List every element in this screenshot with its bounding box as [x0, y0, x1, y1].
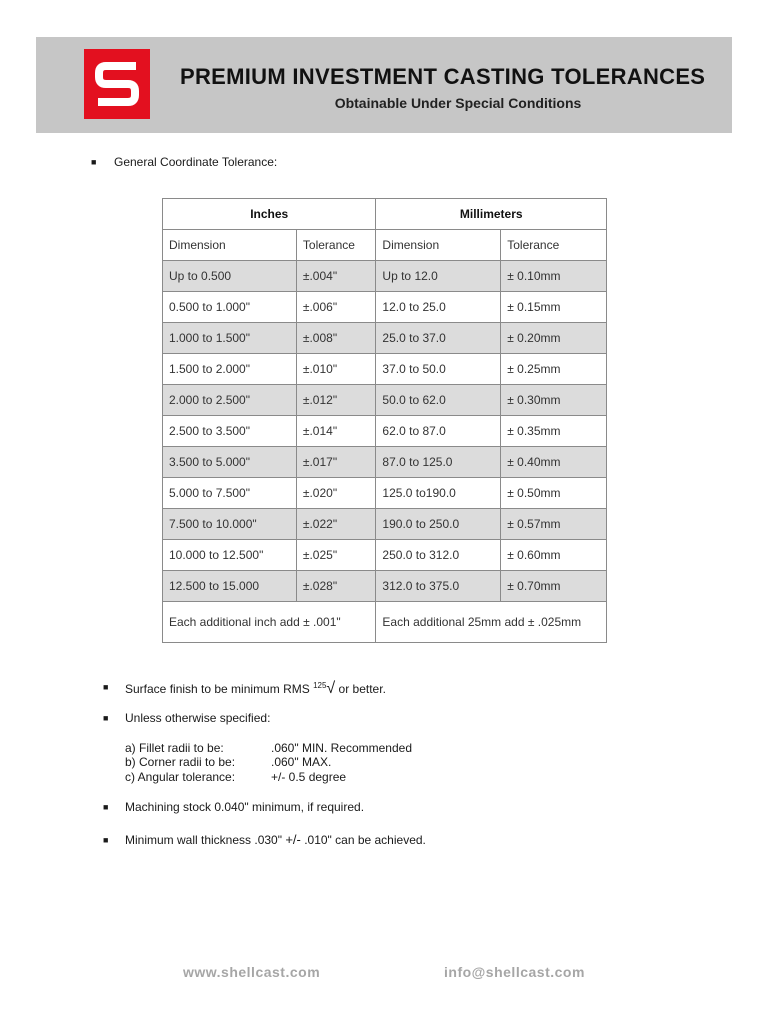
table-cell: ± 0.57mm — [501, 509, 607, 540]
spec-item-angular — [125, 770, 346, 784]
spec-label: a) Fillet radii to be: — [125, 741, 224, 755]
table-cell: 2.500 to 3.500" — [163, 416, 297, 447]
table-cell: ± 0.70mm — [501, 571, 607, 602]
table-cell: 7.500 to 10.000" — [163, 509, 297, 540]
machining-stock-text: Machining stock 0.040" minimum, if required. — [125, 800, 365, 814]
table-row — [163, 571, 607, 602]
spec-value: +/- 0.5 degree — [271, 770, 347, 784]
bullet-marker: ■ — [103, 802, 109, 812]
table-cell: ± 0.15mm — [501, 292, 607, 323]
email-link[interactable]: info@shellcast.com — [444, 964, 585, 980]
bullet-marker: ■ — [103, 713, 109, 723]
table-cell: 50.0 to 62.0 — [376, 385, 501, 416]
footer-mm-note: Each additional 25mm add ± .025mm — [376, 602, 607, 643]
table-cell: ±.012" — [296, 385, 376, 416]
table-row — [163, 323, 607, 354]
table-cell: 25.0 to 37.0 — [376, 323, 501, 354]
table-cell: ±.020" — [296, 478, 376, 509]
table-cell: 2.000 to 2.500" — [163, 385, 297, 416]
table-row — [163, 261, 607, 292]
table-cell: 87.0 to 125.0 — [376, 447, 501, 478]
table-cell: 12.0 to 25.0 — [376, 292, 501, 323]
bullet-marker: ■ — [103, 835, 109, 845]
table-row — [163, 540, 607, 571]
table-cell: 0.500 to 1.000" — [163, 292, 297, 323]
table-row — [163, 478, 607, 509]
wall-thickness-text — [125, 832, 426, 847]
table-row — [163, 416, 607, 447]
column-header: Dimension — [163, 230, 297, 261]
table-row — [163, 385, 607, 416]
table-cell: ±.004" — [296, 261, 376, 292]
bullet-marker: ■ — [91, 157, 97, 167]
table-cell: ±.028" — [296, 571, 376, 602]
table-cell: 1.500 to 2.000" — [163, 354, 297, 385]
website-link[interactable]: www.shellcast.com — [183, 964, 321, 980]
table-row — [163, 292, 607, 323]
spec-label: b) Corner radii to be: — [125, 755, 236, 769]
table-cell: Up to 0.500 — [163, 261, 297, 292]
table-footer-row — [163, 602, 607, 643]
rms-value: 125 — [313, 681, 327, 690]
table-cell: 1.000 to 1.500" — [163, 323, 297, 354]
table-cell: 62.0 to 87.0 — [376, 416, 501, 447]
table-cell: 5.000 to 7.500" — [163, 478, 297, 509]
table-group-header — [163, 199, 607, 230]
plus-minus: +/- — [285, 832, 301, 847]
table-cell: ± 0.10mm — [501, 261, 607, 292]
table-cell: ±.010" — [296, 354, 376, 385]
unless-specified-text: Unless otherwise specified: — [125, 711, 271, 725]
surface-finish-prefix: Surface finish to be minimum RMS — [125, 682, 314, 696]
table-cell: ±.006" — [296, 292, 376, 323]
header-banner — [36, 37, 732, 133]
table-cell: 12.500 to 15.000 — [163, 571, 297, 602]
column-header: Tolerance — [296, 230, 376, 261]
wall-thickness-prefix: Minimum wall thickness .030" — [125, 833, 286, 847]
sqrt-symbol: √ — [326, 680, 336, 697]
table-cell: ±.025" — [296, 540, 376, 571]
table-cell: ± 0.35mm — [501, 416, 607, 447]
spec-value: .060" MIN. Recommended — [271, 741, 412, 755]
footer-inches-note: Each additional inch add ± .001" — [163, 602, 376, 643]
table-cell: ± 0.40mm — [501, 447, 607, 478]
table-column-header — [163, 230, 607, 261]
table-cell: 37.0 to 50.0 — [376, 354, 501, 385]
wall-thickness-suffix: .010" can be achieved. — [300, 833, 426, 847]
table-cell: Up to 12.0 — [376, 261, 501, 292]
spec-item-corner — [125, 755, 331, 769]
table-cell: ± 0.60mm — [501, 540, 607, 571]
table-cell: 312.0 to 375.0 — [376, 571, 501, 602]
table-cell: ± 0.20mm — [501, 323, 607, 354]
spec-item-fillet — [125, 741, 412, 755]
spec-label: c) Angular tolerance: — [125, 770, 236, 784]
table-cell: 10.000 to 12.500" — [163, 540, 297, 571]
table-cell: 190.0 to 250.0 — [376, 509, 501, 540]
page-title: PREMIUM INVESTMENT CASTING TOLERANCES — [180, 64, 706, 89]
page-subtitle: Obtainable Under Special Conditions — [334, 95, 582, 111]
table-cell: ± 0.30mm — [501, 385, 607, 416]
table-cell: ±.008" — [296, 323, 376, 354]
spec-value: .060" MAX. — [271, 755, 332, 769]
table-row — [163, 509, 607, 540]
table-cell: ± 0.50mm — [501, 478, 607, 509]
table-cell: ± 0.25mm — [501, 354, 607, 385]
tolerance-table — [162, 198, 607, 643]
surface-finish-suffix: or better. — [335, 682, 386, 696]
table-row — [163, 354, 607, 385]
table-cell: ±.022" — [296, 509, 376, 540]
general-tolerance-label: General Coordinate Tolerance: — [114, 155, 278, 169]
surface-finish-text — [125, 680, 386, 698]
table-row — [163, 447, 607, 478]
group-millimeters: Millimeters — [376, 199, 607, 230]
column-header: Dimension — [376, 230, 501, 261]
table-cell: ±.014" — [296, 416, 376, 447]
table-cell: 3.500 to 5.000" — [163, 447, 297, 478]
table-cell: ±.017" — [296, 447, 376, 478]
table-cell: 125.0 to190.0 — [376, 478, 501, 509]
table-cell: 250.0 to 312.0 — [376, 540, 501, 571]
bullet-marker: ■ — [103, 682, 109, 692]
shellcast-logo — [84, 49, 150, 119]
group-inches: Inches — [163, 199, 376, 230]
column-header: Tolerance — [501, 230, 607, 261]
